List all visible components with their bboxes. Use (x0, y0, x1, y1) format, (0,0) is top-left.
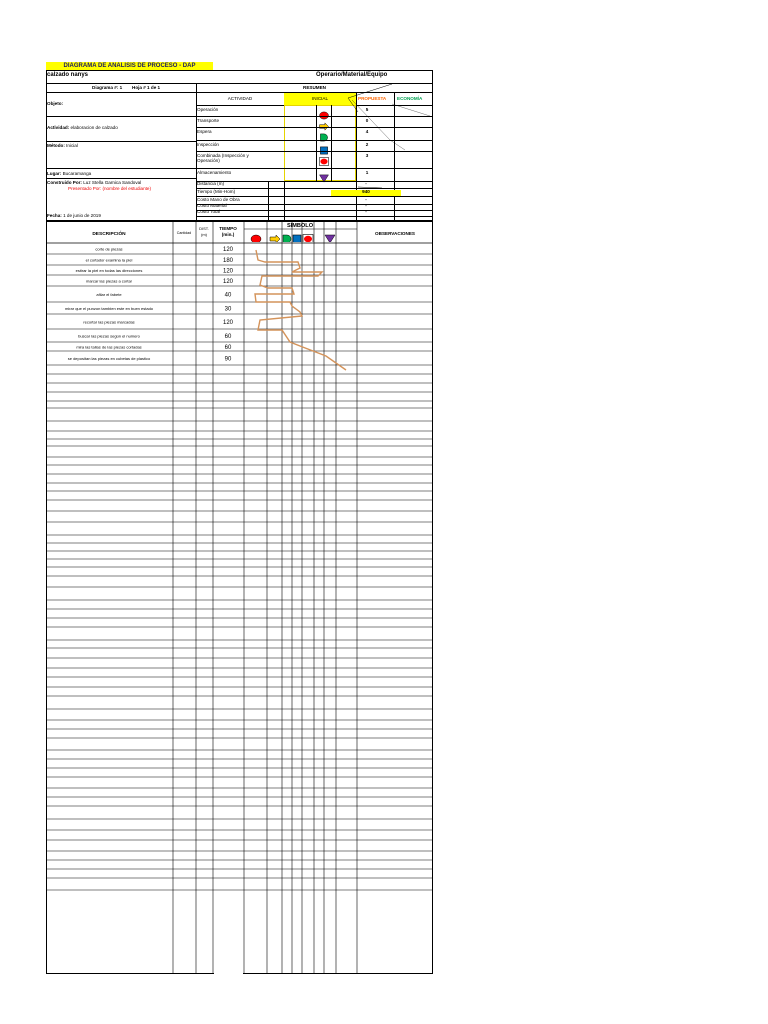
summary-title: RESUMEN (303, 85, 326, 90)
header-time: TIEMPO (219, 226, 237, 231)
summary-extra-label: Costo Material (197, 203, 227, 208)
place-field: Lugar: Bucaramanga (47, 171, 92, 176)
header-quantity: Cantidad (176, 231, 192, 235)
step-description: buscar las piezas según el numero (78, 333, 140, 339)
summary-extra-label: Distancia (m) (197, 181, 225, 186)
summary-extra-value: - (365, 181, 367, 186)
summary-extra-label: Tiempo (Min-Hom) (197, 189, 236, 194)
step-description: mira las tallas de las piezas cortadas (76, 344, 142, 350)
summary-row-value: 1 (365, 170, 369, 175)
diagram-number: Diagrama #: 1 (92, 85, 123, 90)
date-field: Fecha: 1 de junio de 2019 (47, 213, 101, 218)
builder-field: Construido Por: Luz Stella Garnica Sandoval (47, 180, 142, 185)
sheet-number: Hoja # 1 de 1 (132, 85, 161, 90)
step-description: estirar la piel en todas las direcciones (75, 268, 143, 273)
summary-row-label: Transporte (197, 118, 220, 123)
step-time: 120 (222, 278, 234, 285)
header-symbol: SIMBOLO (286, 223, 314, 229)
summary-row-value: 3 (365, 153, 369, 158)
header-distance-unit: (m) (201, 232, 207, 237)
pointer-line (348, 84, 392, 112)
diagonal-line (352, 100, 390, 140)
step-description: recortar las piezas marcadas (83, 319, 135, 325)
summary-row-label: Operación (197, 107, 219, 112)
step-time: 30 (224, 306, 232, 313)
step-time: 180 (222, 257, 234, 264)
activity-field: Actividad: elaboracion de calzado (47, 125, 118, 130)
diagonal-line (392, 104, 430, 116)
diagonal-line (390, 140, 405, 150)
step-description: corte de piezas (95, 246, 123, 252)
flow-line (255, 250, 346, 370)
summary-row-label: Almacenamiento (197, 170, 232, 175)
presenter-field: Presentado Por: (nombre del estudiante) (68, 186, 151, 191)
header-observations: OBSERVACIONES (375, 231, 415, 236)
summary-activity-header: ACTIVIDAD (227, 96, 253, 101)
step-time: 60 (224, 333, 232, 340)
step-description: afilar el fabete (96, 292, 122, 297)
step-description: se depositan las piezas en cubetas de plastico (67, 356, 151, 361)
summary-row-label: Combinada (Inspección y Operación) (197, 153, 249, 163)
step-time: 120 (222, 319, 234, 326)
summary-extra-value: - (365, 209, 367, 214)
summary-proposal-header: PROPUESTA (358, 96, 387, 101)
header-time-unit: (min.) (221, 232, 235, 237)
header-distance: DIST. (199, 226, 209, 231)
summary-extra-label: Costo Total (197, 209, 220, 214)
company-name: calzado nanys (47, 72, 89, 78)
summary-row-label: Inspección (197, 142, 219, 147)
summary-row-value: 0 (365, 118, 369, 123)
object-label: Objeto: (47, 101, 64, 106)
summary-initial-header: INICIAL (311, 96, 329, 101)
summary-row-value: 4 (365, 129, 369, 134)
step-time: 40 (224, 292, 232, 299)
summary-row-value: 2 (365, 142, 369, 147)
summary-extra-value: - (365, 197, 367, 202)
summary-extra-value: - (365, 203, 367, 208)
step-time: 120 (222, 246, 234, 253)
step-time: 90 (224, 356, 232, 363)
summary-extra-value: 940 (362, 189, 370, 194)
step-description: marcar las piezas a cortar (85, 278, 133, 284)
header-description: DESCRIPCIÓN (92, 232, 126, 237)
step-time: 120 (222, 268, 234, 275)
subject-header: Operario/Material/Equipo (316, 72, 388, 78)
step-time: 60 (224, 344, 232, 351)
summary-economy-header: ECONOMÍA (397, 96, 423, 101)
summary-row-label: Espera (197, 129, 212, 134)
summary-extra-label: Costo Mano de Obra (197, 197, 240, 202)
pointer-line (358, 187, 382, 188)
step-description: el cortador examina la piel (85, 257, 133, 263)
summary-row-value: 5 (365, 107, 369, 112)
method-field: Método: Inicial (47, 143, 78, 148)
page-title: DIAGRAMA DE ANALISIS DE PROCESO - DAP (46, 62, 213, 70)
step-description: mirar que el punzon tambien este en buen estado (64, 306, 154, 311)
